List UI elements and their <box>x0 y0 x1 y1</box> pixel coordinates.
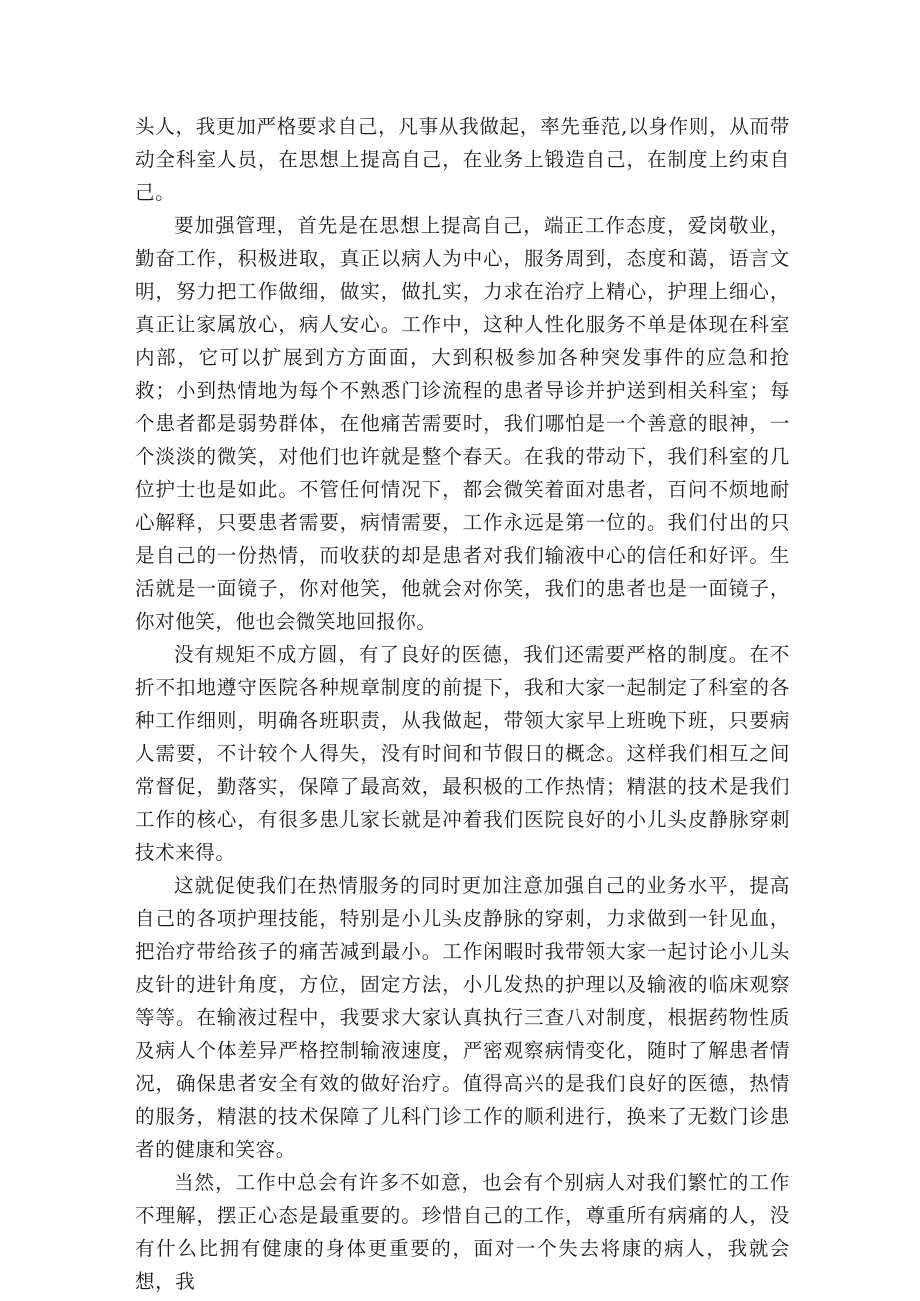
paragraph-attitude: 当然，工作中总会有许多不如意，也会有个别病人对我们繁忙的工作不理解，摆正心态是最重要的。珍惜自己的工作，尊重所有病痛的人，没有什么比拥有健康的身体更重要的，面对一个失去将康的病人，我就会想，我 <box>135 1171 790 1293</box>
paragraph-skills: 这就促使我们在热情服务的同时更加注意加强自己的业务水平，提高自己的各项护理技能，特别是小儿头皮静脉的穿刺，力求做到一针见血，把治疗带给孩子的痛苦减到最小。工作闲暇时我带领大家一起讨论小儿头皮针的进针角度，方位，固定方法，小儿发热的护理以及输液的临床观察等等。在输液过程中，我要求大家认真执行三查八对制度，根据药物性质及病人个体差异严格控制输液速度，严密观察病情变化，随时了解患者情况，确保患者安全有效的做好治疗。值得高兴的是我们良好的医德，热情的服务，精湛的技术保障了儿科门诊工作的顺利进行，换来了无数门诊患者的健康和笑容。 <box>135 874 790 1161</box>
paragraph-rules: 没有规矩不成方圆，有了良好的医德，我们还需要严格的制度。在不折不扣地遵守医院各种规章制度的前提下，我和大家一起制定了科室的各种工作细则，明确各班职责，从我做起，带领大家早上班晚下班，只要病人需要，不计较个人得失，没有时间和节假日的概念。这样我们相互之间常督促，勤落实，保障了最高效，最积极的工作热情；精湛的技术是我们工作的核心，有很多患儿家长就是冲着我们医院良好的小儿头皮静脉穿刺技术来得。 <box>135 643 790 864</box>
paragraph-continuation: 头人，我更加严格要求自己，凡事从我做起，率先垂范,以身作则，从而带动全科室人员，在思想上提高自己，在业务上锻造自己，在制度上约束自己。 <box>135 115 790 204</box>
document-body <box>135 110 790 1298</box>
paragraph-management: 要加强管理，首先是在思想上提高自己，端正工作态度，爱岗敬业，勤奋工作，积极进取，真正以病人为中心，服务周到，态度和蔼，语言文明，努力把工作做细，做实，做扎实，力求在治疗上精心，护理上细心，真正让家属放心，病人安心。工作中，这种人性化服务不单是体现在科室内部，它可以扩展到方方面面，大到积极参加各种突发事件的应急和抢救；小到热情地为每个不熟悉门诊流程的患者导诊并护送到相关科室；每个患者都是弱势群体，在他痛苦需要时，我们哪怕是一个善意的眼神，一个淡淡的微笑，对他们也许就是整个春天。在我的带动下，我们科室的几位护士也是如此。不管任何情况下，都会微笑着面对患者，百问不烦地耐心解释，只要患者需要，病情需要，工作永远是第一位的。我们付出的只是自己的一份热情，而收获的却是患者对我们输液中心的信任和好评。生活就是一面镜子，你对他笑，他就会对你笑，我们的患者也是一面镜子，你对他笑，他也会微笑地回报你。 <box>135 214 790 633</box>
